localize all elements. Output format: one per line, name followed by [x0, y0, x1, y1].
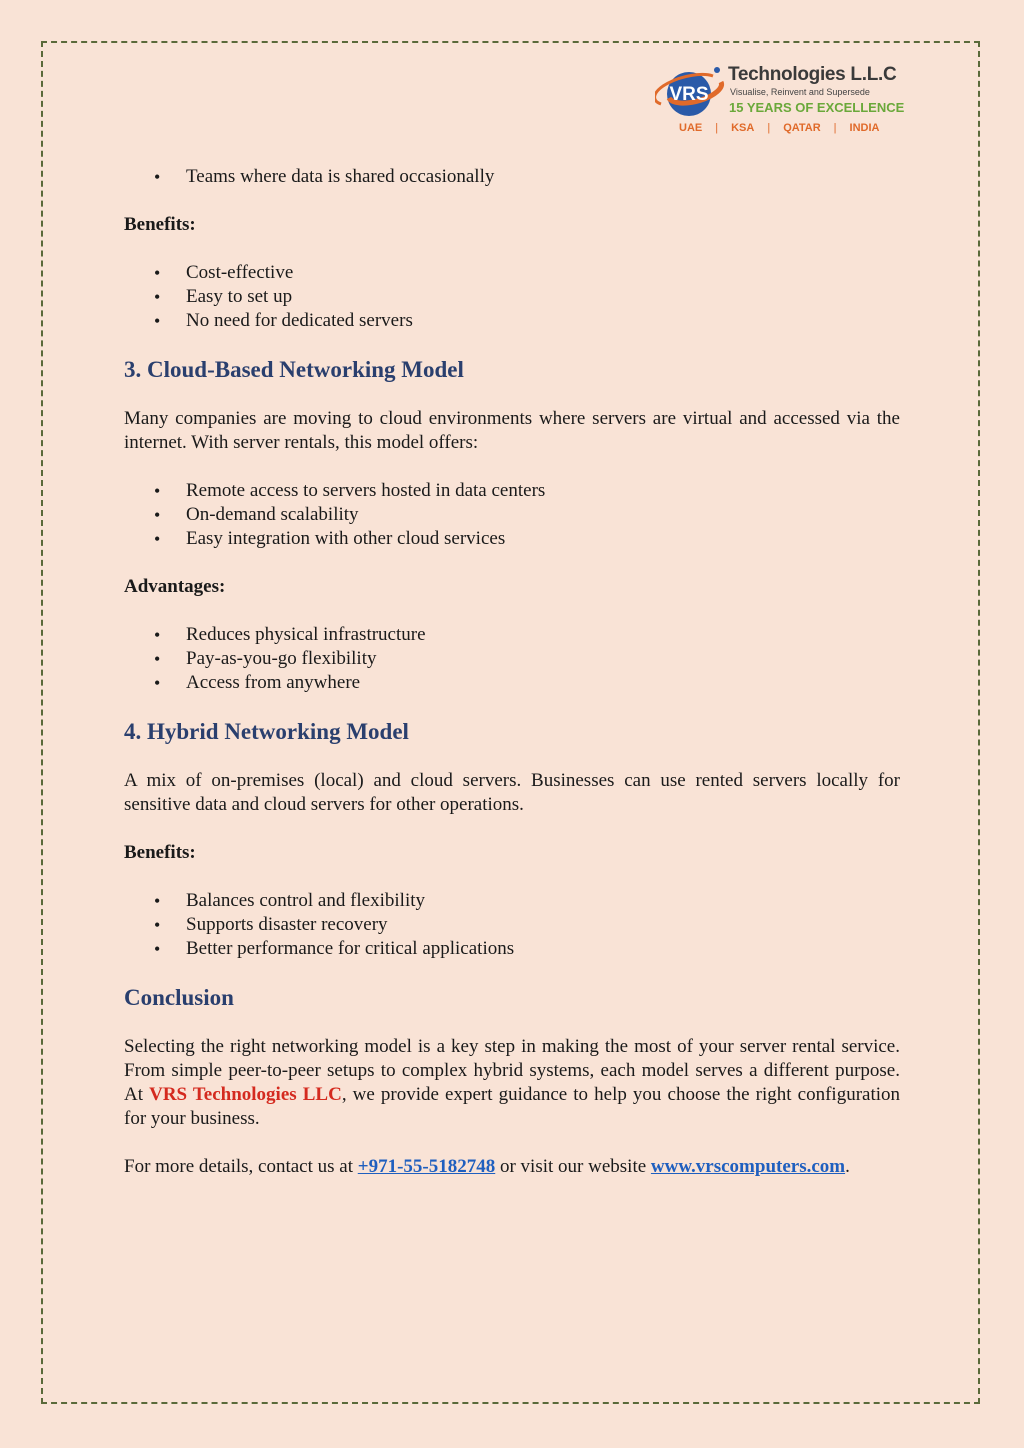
list-item: • Pay-as-you-go flexibility	[124, 647, 900, 671]
website-link[interactable]: www.vrscomputers.com	[650, 1156, 846, 1177]
benefits-list	[124, 261, 900, 333]
list-item: • Remote access to servers hosted in data centers	[124, 479, 900, 503]
list-item: • Teams where data is shared occasionally	[124, 165, 900, 189]
list-item: • Easy integration with other cloud services	[124, 527, 900, 551]
advantages-label: Advantages:	[124, 576, 226, 597]
list-item: • Balances control and flexibility	[124, 889, 900, 913]
region-ksa: KSA	[731, 122, 755, 134]
document-body	[124, 165, 900, 1179]
hybrid-heading: 4. Hybrid Networking Model	[124, 719, 409, 744]
list-item: • Better performance for critical applications	[124, 937, 900, 961]
svg-text:VRS: VRS	[669, 84, 709, 105]
list-item: • Access from anywhere	[124, 671, 900, 695]
benefits-label: Benefits:	[124, 214, 196, 235]
logo-years: 15 YEARS OF EXCELLENCE	[729, 100, 905, 115]
cloud-paragraph: Many companies are moving to cloud environments where servers are virtual and accessed via the internet. With server rentals, this model offers:	[124, 408, 900, 453]
logo-tagline: Visualise, Reinvent and Supersede	[730, 87, 870, 97]
brand-name: VRS Technologies LLC	[149, 1084, 342, 1105]
logo-brand: Technologies L.L.C	[728, 64, 897, 85]
benefits-list-2	[124, 889, 900, 961]
cloud-list	[124, 479, 900, 551]
phone-link[interactable]: +971-55-5182748	[357, 1156, 496, 1177]
hybrid-paragraph: A mix of on-premises (local) and cloud servers. Businesses can use rented servers locally for sensitive data and cloud servers for other operations.	[124, 770, 900, 815]
company-logo	[655, 62, 905, 142]
vrs-globe-icon	[655, 64, 727, 122]
benefits-label-2: Benefits:	[124, 842, 196, 863]
intro-list	[124, 165, 900, 189]
list-item: • Reduces physical infrastructure	[124, 623, 900, 647]
cloud-heading: 3. Cloud-Based Networking Model	[124, 357, 464, 382]
advantages-list	[124, 623, 900, 695]
list-item: • On-demand scalability	[124, 503, 900, 527]
region-india: INDIA	[849, 122, 880, 134]
contact-line: For more details, contact us at +971-55-5182748 or visit our website www.vrscomputers.com.	[124, 1156, 850, 1177]
list-item: • Easy to set up	[124, 285, 900, 309]
conclusion-heading: Conclusion	[124, 985, 234, 1010]
list-item: • Supports disaster recovery	[124, 913, 900, 937]
logo-regions: UAE | KSA | QATAR | INDIA	[679, 122, 880, 134]
list-item: • No need for dedicated servers	[124, 309, 900, 333]
conclusion-paragraph: Selecting the right networking model is a key step in making the most of your server rental service. From simple peer-to-peer setups to complex hybrid systems, each model serves a different purpose. At VRS Technologies LLC, we provide expert guidance to help you choose the right configuration for your business.	[124, 1036, 901, 1129]
region-uae: UAE	[679, 122, 703, 134]
list-item: • Cost-effective	[124, 261, 900, 285]
region-qatar: QATAR	[783, 122, 821, 134]
